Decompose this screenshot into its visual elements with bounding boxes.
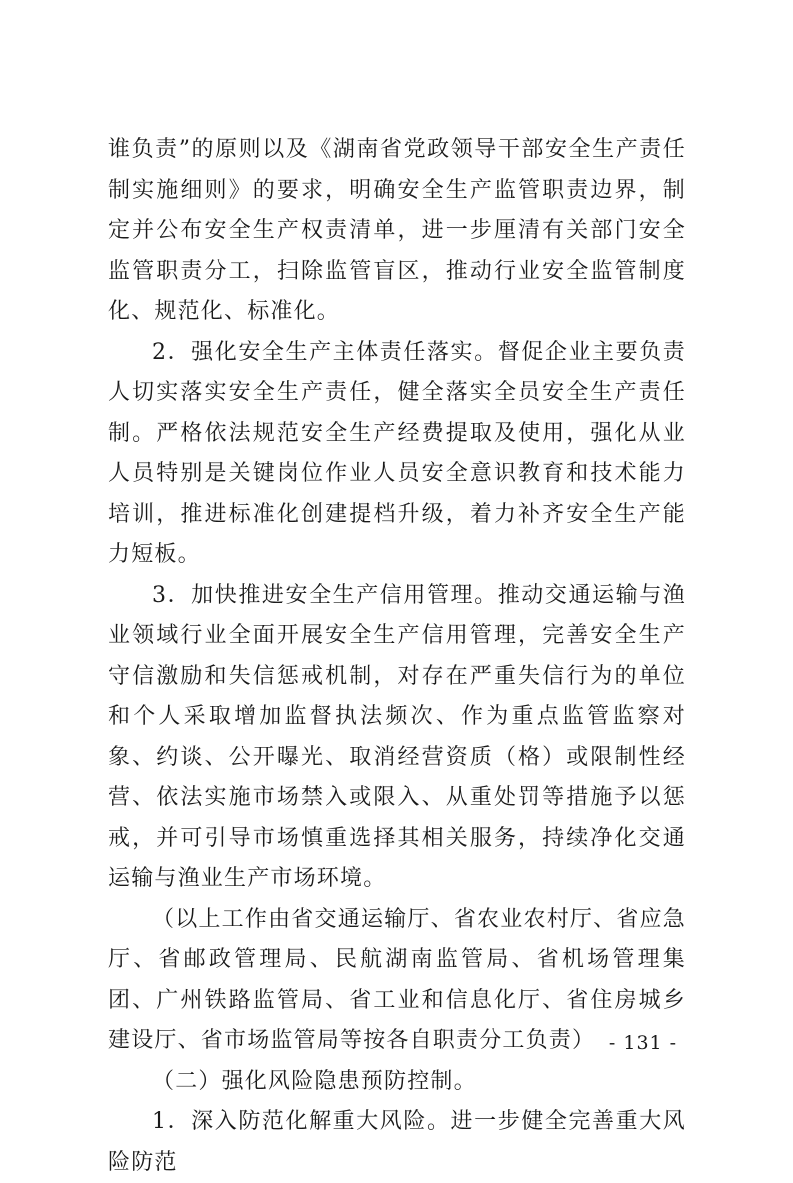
paragraph-item-3: 3．加快推进安全生产信用管理。推动交通运输与渔业领域行业全面开展安全生产信用管理，完善安全生产守信激励和失信惩戒机制，对存在严重失信行为的单位和个人采取增加监督执法频次、作为重点监管监察对象、约谈、公开曝光、取消经营资质（格）或限制性经营、依法实施市场禁入或限入、从重处罚等措施予以惩戒，并可引导市场慎重选择其相关服务，持续净化交通运输与渔业生产市场环境。 <box>108 582 686 891</box>
document-body <box>108 130 686 1183</box>
paragraph-item-1: 1．深入防范化解重大风险。进一步健全完善重大风险防范 <box>108 1109 686 1175</box>
paragraph-item-2: 2．强化安全生产主体责任落实。督促企业主要负责人切实落实安全生产责任，健全落实全员安全生产责任制。严格依法规范安全生产经费提取及使用，强化从业人员特别是关键岗位作业人员安全意识教育和技术能力培训，推进标准化创建提档升级，着力补齐安全生产能力短板。 <box>108 339 686 567</box>
section-heading: （二）强化风险隐患预防控制。 <box>152 1068 477 1094</box>
paragraph-responsibility-note: （以上工作由省交通运输厅、省农业农村厅、省应急厅、省邮政管理局、民航湖南监管局、省机场管理集团、广州铁路监管局、省工业和信息化厅、省住房城乡建设厅、省市场监管局等按各自职责分工负责） <box>108 906 686 1053</box>
paragraph-continued: 谁负责”的原则以及《湖南省党政领导干部安全生产责任制实施细则》的要求，明确安全生产监管职责边界，制定并公布安全生产权责清单，进一步厘清有关部门安全监管职责分工，扫除监管盲区，推动行业安全监管制度化、规范化、标准化。 <box>108 137 686 324</box>
page-number: - 131 - <box>608 1032 678 1054</box>
